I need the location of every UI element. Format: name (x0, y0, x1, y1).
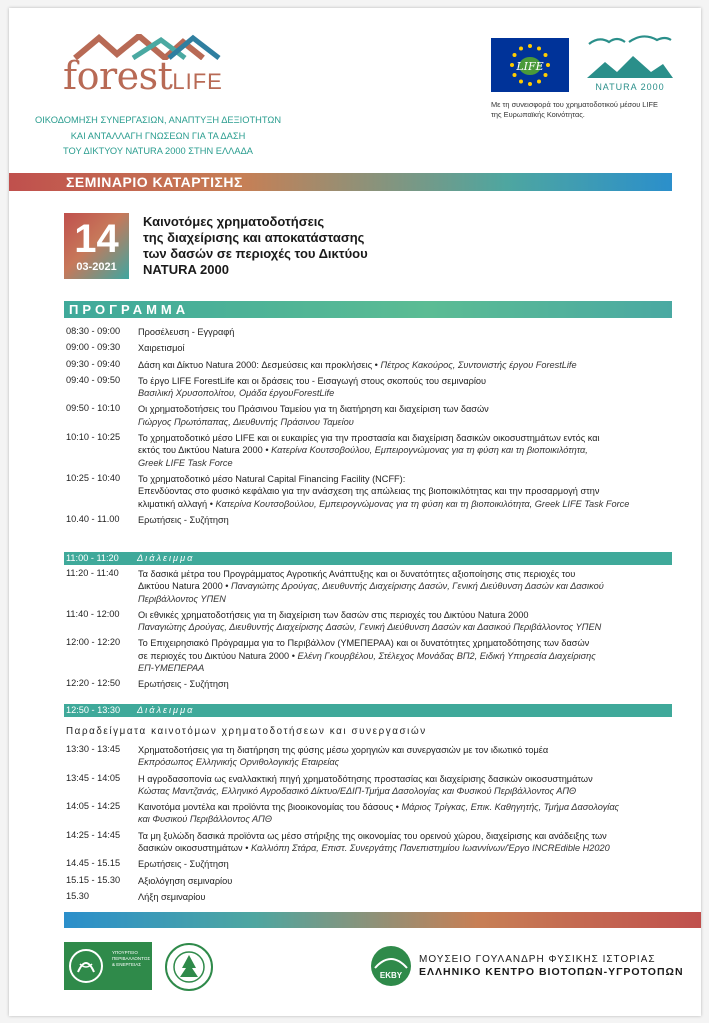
bullet-separator: • (242, 843, 251, 854)
schedule-time: 11:40 - 12:00 (66, 608, 120, 619)
speaker-inline: Παναγιώτης Δρούγας, Διευθυντής Διαχείρισης Δασών, Γενική Διεύθυνση Δασών και Δασικού (231, 581, 604, 592)
schedule-line: Δικτύου Natura 2000 (138, 581, 223, 592)
break-1 (64, 552, 672, 565)
schedule-line: Ερωτήσεις - Συζήτηση (138, 679, 229, 690)
schedule-text (138, 514, 679, 526)
schedule-line: Αξιολόγηση σεμιναρίου (138, 875, 233, 886)
schedule-line: εκτός του Δικτύου Natura 2000 (138, 445, 263, 456)
schedule-text (138, 375, 679, 387)
speaker-inline: Πέτρος Κακούρος, Συντονιστής έργου ForestLife (380, 359, 577, 370)
speaker: και Φυσικού Περιβάλλοντος ΑΠΘ (138, 814, 272, 825)
schedule-line: Η αγροδασοπονία ως εναλλακτική πηγή χρηματοδότησης προστασίας και διαχείρισης δασικών οικοσυστημάτων (138, 773, 593, 784)
schedule-line: Καινοτόμα μοντέλα και προϊόντα της βιοοικονομίας του δάσους (138, 802, 394, 813)
date-month-year: 03-2021 (76, 261, 117, 273)
schedule-line: Χρηματοδοτήσεις για τη διατήρηση της φύσης μέσω χορηγιών και συνεργασιών με τον ιδιωτικό τομέα (138, 745, 549, 755)
speaker: Εκπρόσωπος Ελληνικής Ορνιθολογικής Εταιρείας (138, 757, 340, 768)
tagline-line: ΚΑΙ ΑΝΤΑΛΛΑΓΗ ΓΝΩΣΕΩΝ ΓΙΑ ΤΑ ΔΑΣΗ (70, 130, 246, 141)
schedule-time: 10:10 - 10:25 (66, 432, 121, 443)
schedule-time: 08:30 - 09:00 (66, 326, 121, 336)
title-line: της διαχείρισης και αποκατάστασης (143, 230, 365, 245)
schedule-row (64, 514, 679, 526)
schedule-time: 15.15 - 15.30 (66, 874, 121, 885)
bullet-separator: • (372, 359, 381, 370)
schedule-text (138, 842, 679, 854)
programme-label: ΠΡΟΓΡΑΜΜΑ (69, 302, 190, 317)
schedule-body (138, 568, 679, 605)
ekby-text: ΕΚΒΥ (379, 971, 403, 980)
logo-main: forest (63, 54, 173, 98)
schedule-line: δασικών οικοσυστημάτων (138, 843, 243, 854)
bullet-separator: • (222, 581, 232, 592)
date-box (64, 213, 129, 279)
speaker-inline: Ελένη Γκουρβέλου, Στέλεχος Μονάδας ΒΠ2, Ειδική Υπηρεσία Διαχείρισης (297, 650, 596, 661)
break-time: 11:00 - 11:20 (66, 553, 119, 563)
schedule-text (138, 875, 679, 887)
museum-name (419, 953, 684, 979)
schedule-body (138, 432, 679, 469)
schedule-row (64, 568, 679, 605)
title-line: των δασών σε περιοχές του Δικτύου (143, 246, 368, 261)
schedule-body (138, 678, 679, 690)
schedule-line: Το χρηματοδοτικό μέσο LIFE και οι ευκαιρίες για την προστασία και διαχείριση δασικών οικοσυστημάτων εντός και (138, 433, 600, 444)
life-logo-text: LIFE (516, 60, 544, 73)
schedule-time: 13:30 - 13:45 (66, 744, 121, 754)
logo-suffix: LIFE (172, 69, 223, 94)
natura2000-logo (585, 32, 675, 94)
ypen-logo (64, 942, 152, 990)
schedule-body (138, 359, 679, 371)
schedule-time: 12:20 - 12:50 (66, 678, 121, 689)
schedule-line: σε περιοχές του Δικτύου Natura 2000 (138, 650, 290, 661)
speaker-inline: Κατερίνα Κουτσοβούλου, Εμπειρογνώμονας για τη φύση και τη βιοποικιλότητα, Greek LIFE Task Force (215, 498, 630, 509)
title-line: NATURA 2000 (143, 262, 229, 277)
schedule-text (138, 342, 679, 354)
forestlife-logo (63, 56, 223, 102)
bullet-separator: • (393, 802, 402, 813)
cofunding-line: Με τη συνεισφορά του χρηματοδοτικού μέσου LIFE (491, 100, 658, 109)
schedule-body (138, 744, 679, 769)
schedule-text (138, 473, 679, 485)
schedule-text (138, 359, 679, 371)
schedule-time: 09:50 - 10:10 (66, 403, 121, 414)
speaker: Περιβάλλοντος ΥΠΕΝ (138, 593, 226, 604)
schedule-line: Τα μη ξυλώδη δασικά προϊόντα ως μέσο στήριξης της οικονομίας του ορεινού χώρου, διαχείρισης και ανάδειξης των (138, 830, 607, 841)
tagline-line: ΟΙΚΟΔΟΜΗΣΗ ΣΥΝΕΡΓΑΣΙΩΝ, ΑΝΑΠΤΥΞΗ ΔΕΞΙΟΤΗΤΩΝ (34, 115, 282, 125)
poster (9, 8, 701, 1016)
museum-line-2: ΕΛΛΗΝΙΚΟ ΚΕΝΤΡΟ ΒΙΟΤΟΠΩΝ-ΥΓΡΟΤΟΠΩΝ (419, 966, 684, 978)
schedule-line: Επενδύοντας στο φυσικό κεφάλαιο για την ανάσχεση της απώλειας της βιοποικιλότητας και την προσαρμογή στην (138, 486, 600, 497)
schedule-row (64, 891, 679, 903)
schedule-body (138, 326, 679, 338)
speaker: Greek LIFE Task Force (138, 457, 233, 468)
break-label: Διάλειμμα (137, 705, 195, 715)
schedule-text (138, 444, 679, 456)
schedule-time: 14:25 - 14:45 (66, 829, 121, 840)
schedule-row (64, 858, 679, 870)
schedule-body (138, 375, 679, 400)
cofunding-line: της Ευρωπαϊκής Κοινότητας. (491, 110, 585, 119)
schedule-text (138, 801, 679, 813)
schedule-text (138, 830, 679, 842)
schedule-line: Δάση και Δίκτυο Natura 2000: Δεσμεύσεις και προκλήσεις (138, 359, 373, 370)
speaker: Βασιλική Χρυσοπολίτου, Ομάδα έργουForestLife (138, 388, 335, 399)
schedule-row (64, 342, 679, 354)
bullet-separator: • (289, 650, 298, 661)
schedule-text (138, 485, 679, 497)
ypen-text (112, 950, 152, 968)
footer-bar (64, 912, 701, 928)
schedule-row (64, 359, 679, 371)
schedule-row (64, 403, 679, 428)
schedule-body (138, 342, 679, 354)
eu-life-logo (491, 38, 569, 92)
schedule-afternoon (64, 744, 679, 907)
schedule-text (138, 326, 679, 338)
speaker-inline: Μάριος Τρίγκας, Επικ. Καθηγητής, Τμήμα Δασολογίας (401, 802, 620, 813)
schedule-line: Ερωτήσεις - Συζήτηση (138, 514, 229, 525)
schedule-row (64, 744, 679, 769)
schedule-row (64, 432, 679, 469)
cofunding-note (491, 100, 691, 120)
schedule-body (138, 514, 679, 526)
tagline (22, 113, 294, 160)
break-2 (64, 704, 672, 717)
break-time: 12:50 - 13:30 (66, 705, 121, 715)
speaker-inline: Καλλιόπη Στάρα, Επιστ. Συνεργάτης Πανεπιστημίου Ιωαννίνων/Έργο INCREdible H2020 (250, 843, 610, 854)
seminar-title (143, 214, 423, 278)
examples-heading: Παραδείγματα καινοτόμων χρηματοδοτήσεων και συνεργασιών (66, 726, 427, 737)
schedule-body (138, 801, 679, 826)
forest-service-seal-icon (164, 942, 214, 992)
eu-stars-icon (491, 38, 569, 92)
schedule-text (138, 498, 679, 510)
schedule-line: Προσέλευση - Εγγραφή (138, 327, 235, 337)
schedule-row (64, 473, 679, 510)
schedule-time: 12:00 - 12:20 (66, 637, 121, 648)
ypen-emblem-icon (64, 942, 108, 990)
schedule-line: Το χρηματοδοτικό μέσο Natural Capital Financing Facility (NCFF): (138, 473, 406, 484)
schedule-text (138, 432, 679, 444)
schedule-body (138, 473, 679, 510)
bullet-separator: • (207, 498, 216, 509)
schedule-text (138, 858, 679, 870)
schedule-body (138, 858, 679, 870)
schedule-row (64, 678, 679, 690)
schedule-text (138, 403, 679, 415)
schedule-line: Το Επιχειρησιακό Πρόγραμμα για το Περιβάλλον (ΥΜΕΠΕΡΑΑ) και οι δυνατότητες χρηματοδότησης των δασών (138, 638, 590, 649)
schedule-body (138, 637, 679, 674)
natura-logo-text: NATURA 2000 (595, 82, 665, 92)
schedule-time: 09:40 - 09:50 (66, 374, 121, 385)
schedule-time: 10:25 - 10:40 (66, 472, 121, 483)
schedule-row (64, 773, 679, 798)
schedule-line: Χαιρετισμοί (138, 343, 185, 354)
schedule-row (64, 609, 679, 634)
speaker: Παναγιώτης Δρούγας, Διευθυντής Διαχείρισης Δασών, Γενική Διεύθυνση Δασών και Δασικού Περιβάλλοντος ΥΠΕΝ (138, 622, 602, 633)
schedule-text (138, 744, 679, 756)
schedule-body (138, 891, 679, 903)
schedule-line: Τα δασικά μέτρα του Προγράμματος Αγροτικής Ανάπτυξης και οι δυνατότητες αξιοποίησης στις περιοχές του (138, 569, 576, 579)
schedule-text (138, 773, 679, 785)
schedule-text (138, 637, 679, 649)
speaker-inline: Κατερίνα Κουτσοβούλου, Εμπειρογνώμονας για τη φύση και τη βιοποικιλότητα, (271, 445, 588, 456)
speaker: Κώστας Μαντζανάς, Ελληνικό Αγροδασικό Δίκτυο/ΕΔΙΠ-Τμήμα Δασολογίας και Φυσικού Περιβάλλοντος ΑΠΘ (138, 785, 577, 796)
schedule-line: Το έργο LIFE ForestLife και οι δράσεις του - Εισαγωγή στους σκοπούς του σεμιναρίου (138, 375, 487, 386)
schedule-body (138, 609, 679, 634)
schedule-row (64, 801, 679, 826)
ypen-line: & ΕΝΕΡΓΕΙΑΣ (112, 962, 142, 967)
schedule-row (64, 326, 679, 338)
schedule-time: 14.45 - 15.15 (66, 858, 121, 869)
tagline-line: ΤΟΥ ΔΙΚΤΥΟΥ NATURA 2000 ΣΤΗΝ ΕΛΛΑΔΑ (63, 146, 253, 156)
title-line: Καινοτόμες χρηματοδοτήσεις (143, 214, 325, 229)
schedule-row (64, 830, 679, 855)
seminar-banner-label: ΣΕΜΙΝΑΡΙΟ ΚΑΤΑΡΤΙΣΗΣ (66, 174, 243, 190)
schedule-line: Λήξη σεμιναρίου (138, 891, 206, 902)
schedule-line: Ερωτήσεις - Συζήτηση (138, 859, 229, 870)
schedule-text (138, 580, 679, 592)
date-day: 14 (74, 217, 119, 261)
schedule-midday (64, 568, 679, 695)
schedule-time: 15.30 (66, 890, 89, 901)
schedule-line: Οι χρηματοδοτήσεις του Πράσινου Ταμείου για τη διατήρηση και διαχείριση των δασών (138, 404, 489, 415)
schedule-row (64, 375, 679, 400)
schedule-text (138, 678, 679, 690)
schedule-body (138, 403, 679, 428)
schedule-time: 14:05 - 14:25 (66, 801, 121, 812)
schedule-time: 13:45 - 14:05 (66, 772, 121, 783)
schedule-time: 11:20 - 11:40 (66, 568, 119, 578)
schedule-body (138, 875, 679, 887)
speaker: ΕΠ-ΥΜΕΠΕΡΑΑ (138, 663, 205, 674)
schedule-body (138, 830, 679, 855)
ekby-logo-icon (369, 944, 413, 988)
break-label: Διάλειμμα (137, 553, 195, 563)
schedule-time: 10.40 - 11.00 (66, 513, 120, 524)
schedule-line: κλιματική αλλαγή (138, 498, 208, 509)
schedule-morning (64, 326, 679, 530)
schedule-text (138, 568, 679, 580)
schedule-time: 09:30 - 09:40 (66, 358, 121, 369)
schedule-time: 09:00 - 09:30 (66, 342, 121, 353)
schedule-line: Οι εθνικές χρηματοδοτήσεις για τη διαχείριση των δασών στις περιοχές του Δικτύου Natura 2000 (138, 609, 529, 620)
ypen-line: ΠΕΡΙΒΑΛΛΟΝΤΟΣ (112, 956, 151, 961)
speaker: Γιώργος Πρωτόπαπας, Διευθυντής Πράσινου Ταμείου (138, 416, 354, 427)
schedule-text (138, 650, 679, 662)
schedule-text (138, 891, 679, 903)
bullet-separator: • (262, 445, 272, 456)
museum-line-1: ΜΟΥΣΕΙΟ ΓΟΥΛΑΝΔΡΗ ΦΥΣΙΚΗΣ ΙΣΤΟΡΙΑΣ (419, 954, 656, 965)
schedule-body (138, 773, 679, 798)
ypen-line: ΥΠΟΥΡΓΕΙΟ (112, 950, 138, 955)
schedule-row (64, 637, 679, 674)
schedule-row (64, 875, 679, 887)
schedule-text (138, 609, 679, 621)
